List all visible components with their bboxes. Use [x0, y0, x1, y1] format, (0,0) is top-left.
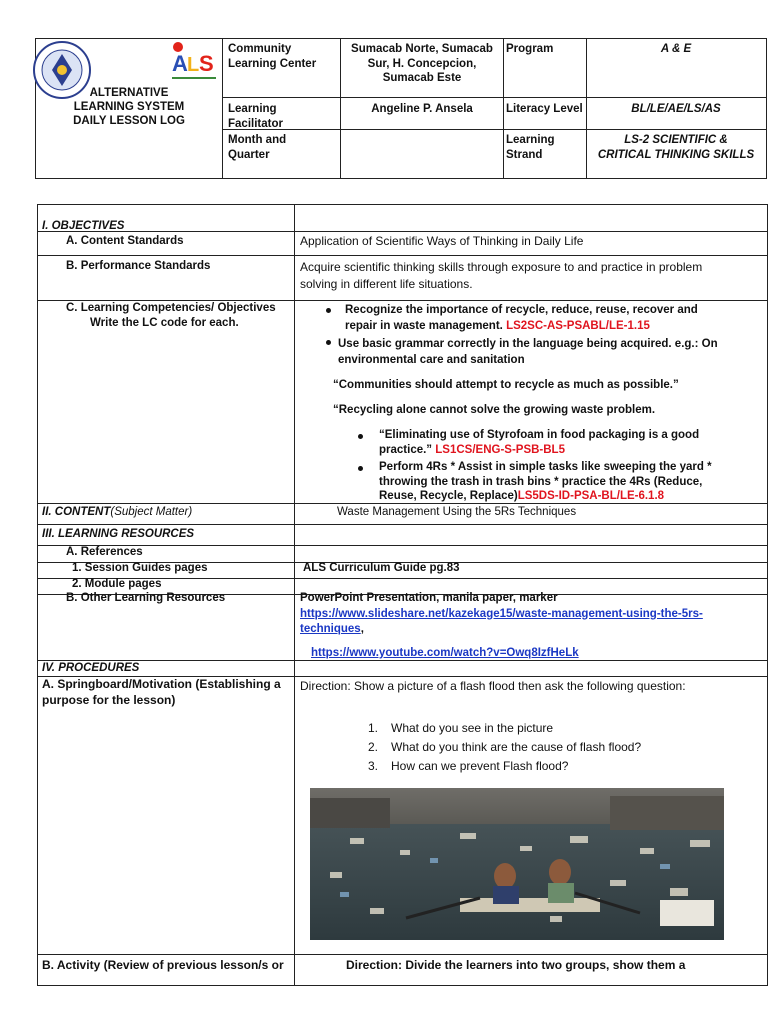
competency-3-text: “Eliminating use of Styrofoam in food packaging is a good practice.” [379, 429, 700, 456]
clc-label: Community Learning Center [228, 43, 317, 70]
literacy-value: BL/LE/AE/LS/AS [631, 103, 721, 115]
svg-text:A: A [172, 51, 188, 76]
competencies-label-text: C. Learning Competencies/ Objectives [66, 302, 276, 314]
activity-label: B. Activity (Review of previous lesson/s or [42, 958, 284, 972]
system-title-line2: LEARNING SYSTEM [73, 101, 185, 113]
content-heading [42, 505, 192, 520]
program-value: A & E [660, 43, 692, 55]
performance-standards-value: Acquire scientific thinking skills through exposure to and practice in problem solving in different life situations. [300, 260, 703, 291]
strand-value: LS-2 SCIENTIFIC & CRITICAL THINKING SKILLS [597, 134, 755, 161]
svg-text:L: L [187, 54, 200, 76]
bullet-icon [358, 466, 363, 471]
references-label: A. References [66, 546, 143, 558]
facilitator-label: Learning Facilitator [228, 103, 283, 130]
other-resources-text: PowerPoint Presentation, manila paper, marker [300, 592, 558, 604]
session-guides-label: 1. Session Guides pages [72, 562, 208, 574]
program-label: Program [506, 43, 554, 55]
activity-value: Direction: Divide the learners into two groups, show them a [346, 958, 686, 972]
bullet-icon [326, 308, 331, 313]
competency-1-code: LS2SC-AS-PSABL/LE-1.15 [506, 320, 650, 332]
content-value: Waste Management Using the 5Rs Techniques [337, 506, 577, 518]
facilitator-value: Angeline P. Ansela [371, 103, 473, 115]
objectives-heading: I. OBJECTIVES [42, 220, 125, 232]
other-resources-value [300, 591, 728, 638]
bullet-icon [326, 340, 331, 345]
other-resources-label: B. Other Learning Resources [66, 592, 226, 604]
svg-text:S: S [199, 51, 214, 76]
procedures-heading: IV. PROCEDURES [42, 662, 140, 674]
competency-1-text: Recognize the importance of recycle, reduce, reuse, recover and repair in waste management. [345, 304, 698, 332]
question-2: What do you think are the cause of flash flood? [391, 740, 642, 754]
question-2-num: 2. [368, 740, 379, 754]
content-heading-sub: (Subject Matter) [110, 506, 193, 518]
youtube-link-wrap [311, 646, 579, 661]
flash-flood-photo [310, 788, 724, 940]
strand-label: Learning Strand [506, 134, 555, 161]
als-logo [170, 41, 220, 85]
question-1: What do you see in the picture [391, 721, 554, 735]
resources-heading: III. LEARNING RESOURCES [42, 528, 195, 540]
content-standards-label: A. Content Standards [66, 235, 184, 247]
question-3-num: 3. [368, 759, 379, 773]
content-standards-value: Application of Scientific Ways of Thinking in Daily Life [300, 234, 584, 248]
link-comma: , [360, 623, 364, 635]
competency-3-code: LS1CS/ENG-S-PSB-BL5 [435, 444, 565, 456]
competency-4-text: Perform 4Rs * Assist in simple tasks like sweeping the yard * throwing the trash in trash bins * practice the 4Rs (Reduce, Reuse, Recycle, Replace) [379, 461, 712, 502]
slideshare-link[interactable]: https://www.slideshare.net/kazekage15/waste-management-using-the-5rs-techniques [300, 607, 703, 635]
content-heading-text: II. CONTENT [42, 506, 111, 518]
competencies-label [66, 301, 296, 330]
literacy-label: Literacy Level [506, 103, 583, 115]
system-title-line1: ALTERNATIVE [89, 87, 169, 99]
competency-2: Use basic grammar correctly in the language being acquired. e.g.: On environmental care and sanitation [338, 338, 718, 366]
system-title-line3: DAILY LESSON LOG [73, 115, 185, 127]
quote-2: “Recycling alone cannot solve the growing waste problem. [333, 404, 656, 416]
question-1-num: 1. [368, 721, 379, 735]
springboard-direction: Direction: Show a picture of a flash flood then ask the following question: [300, 679, 686, 693]
competencies-sub-text: Write the LC code for each. [90, 316, 239, 329]
competency-3 [379, 428, 724, 458]
quote-1: “Communities should attempt to recycle as much as possible.” [333, 379, 679, 391]
system-title [36, 86, 222, 128]
bullet-icon [358, 434, 363, 439]
competency-4 [379, 460, 729, 504]
youtube-link[interactable]: https://www.youtube.com/watch?v=Owq8IzfHeLk [311, 647, 579, 659]
competency-4-code: LS5DS-ID-PSA-BL/LE-6.1.8 [517, 490, 665, 502]
clc-value: Sumacab Norte, Sumacab Sur, H. Concepcion, Sumacab Este [351, 43, 493, 84]
question-3: How can we prevent Flash flood? [391, 759, 569, 773]
session-guides-value: ALS Curriculum Guide pg.83 [303, 562, 460, 574]
month-label: Month and Quarter [228, 134, 287, 161]
springboard-label: A. Springboard/Motivation (Establishing a purpose for the lesson) [42, 677, 281, 707]
competency-1 [345, 302, 725, 334]
performance-standards-label: B. Performance Standards [66, 260, 211, 272]
module-pages-label: 2. Module pages [72, 578, 162, 590]
